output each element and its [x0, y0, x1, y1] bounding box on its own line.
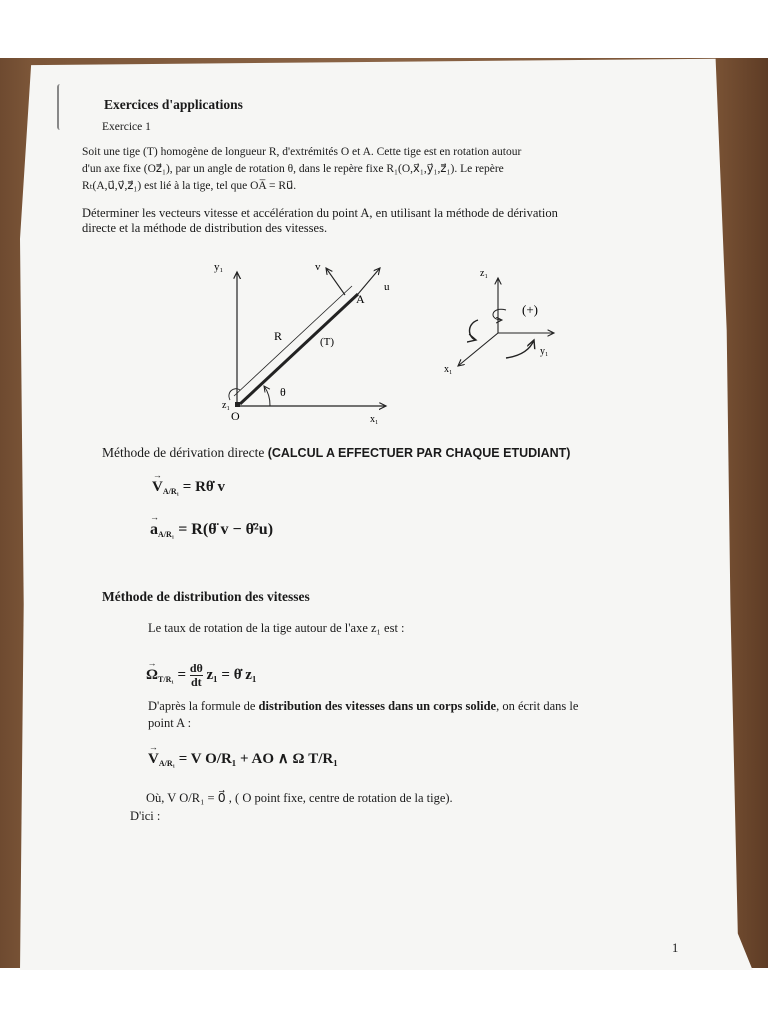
- omega-formula: → $\Omega_{T/R_1}$ = $\frac{d\theta}{dt}$ z₁ = θ̇ z₁: [146, 662, 256, 689]
- according-line-1: [148, 700, 578, 713]
- where-text: Où, V O/R₁ = 0⃗ , ( O point fixe, centre de rotation de la tige).: [146, 791, 453, 805]
- vel-dist-sub: A/R₁: [158, 759, 176, 768]
- section2-title: Méthode de distribution des vitesses: [102, 589, 310, 604]
- according-post: , on écrit dans le: [496, 699, 579, 713]
- according-pre: D'après la formule de: [148, 699, 256, 713]
- R-label: R: [274, 329, 283, 343]
- x1-label: x₁: [370, 414, 379, 425]
- staple-mark: [57, 84, 65, 130]
- x1-axis: [458, 333, 498, 366]
- acceleration-symbol: → a: [150, 522, 158, 538]
- rod-outline: [234, 286, 352, 396]
- velocity-distribution-formula: [148, 752, 338, 768]
- y1-label: y₁: [214, 261, 224, 273]
- task-line-2: directe et la méthode de distribution des vitesses.: [82, 221, 328, 235]
- v-axis: [326, 268, 345, 295]
- heading: Exercices d'applications: [104, 97, 243, 112]
- u-label: u: [384, 281, 390, 293]
- page-number: 1: [672, 941, 679, 955]
- section1-note: (CALCUL A EFFECTUER PAR CHAQUE ETUDIANT): [267, 446, 571, 460]
- vel-dist-rhs: = V O/R₁ + AO ∧ Ω T/R₁: [178, 751, 338, 767]
- z1-label: z₁: [222, 400, 230, 411]
- orientation-figure: [436, 258, 576, 388]
- u-axis: [358, 268, 380, 294]
- A-label: A: [356, 292, 365, 306]
- rod-figure: [200, 250, 410, 430]
- bottom-curl-arrow: [506, 340, 534, 358]
- omega-sub: T/R₁: [158, 675, 174, 685]
- sense-label: (+): [522, 302, 538, 317]
- omega-fraction-num: dθ: [189, 661, 203, 675]
- v-label: v: [315, 261, 321, 273]
- section1-title-line: [102, 446, 570, 460]
- velocity-rhs: = Rθ̇ v: [182, 479, 225, 495]
- vel-dist-symbol: → V: [148, 752, 159, 767]
- omega-fraction: [190, 662, 203, 689]
- exercise-title: Exercice 1: [102, 121, 151, 133]
- section1-title: Méthode de dérivation directe: [102, 445, 265, 460]
- O-label: O: [231, 409, 240, 423]
- rotation-arrow: [229, 389, 240, 400]
- acceleration-formula: [150, 522, 273, 539]
- acceleration-rhs: = R(θ̈ v − θ̇²u): [178, 521, 274, 538]
- according-bold: distribution des vitesses dans un corps solide: [258, 699, 497, 713]
- omega-fraction-den: dt: [190, 675, 202, 690]
- statement-line-1: Soit une tige (T) homogène de longueur R, d'extrémités O et A. Cette tige est en rotation autour: [82, 146, 522, 158]
- left-curl-arrow: [470, 320, 479, 340]
- velocity-sub: A/R₁: [162, 487, 180, 496]
- statement-line-2: d'un axe fixe (Oz⃗₁), par un angle de rotation θ, dans le repère fixe R₁(O,x⃗₁,y⃗₁,z⃗₁). Le repère: [82, 163, 504, 175]
- statement-line-3: Rₜ(A,u⃗,v⃗,z⃗₁) est lié à la tige, tel que OA̅ = Ru⃗.: [82, 180, 297, 192]
- velocity-symbol: → V: [152, 480, 163, 495]
- z1-right-label: z₁: [480, 268, 488, 279]
- positive-rotation-arc: [493, 309, 506, 320]
- omega-rhs: z₁ = θ̇ z₁: [206, 667, 257, 684]
- origin-point: [235, 402, 240, 407]
- according-line-2: point A :: [148, 716, 192, 730]
- omega-symbol: → Ω: [146, 668, 158, 683]
- acceleration-sub: A/R₁: [158, 530, 175, 539]
- rod-T: [240, 294, 358, 404]
- T-label: (T): [320, 336, 335, 348]
- theta-label: θ: [280, 385, 286, 399]
- theta-arc: [264, 386, 270, 406]
- x1-right-label: x₁: [444, 364, 453, 375]
- paper-sheet: [20, 56, 760, 970]
- hence-text: D'ici :: [130, 809, 161, 823]
- y1-right-label: y₁: [540, 346, 549, 357]
- task-line-1: Déterminer les vecteurs vitesse et accélération du point A, en utilisant la méthode de dérivation: [82, 206, 558, 220]
- velocity-formula: [152, 480, 225, 496]
- rate-text: Le taux de rotation de la tige autour de l'axe z₁ est :: [148, 621, 405, 635]
